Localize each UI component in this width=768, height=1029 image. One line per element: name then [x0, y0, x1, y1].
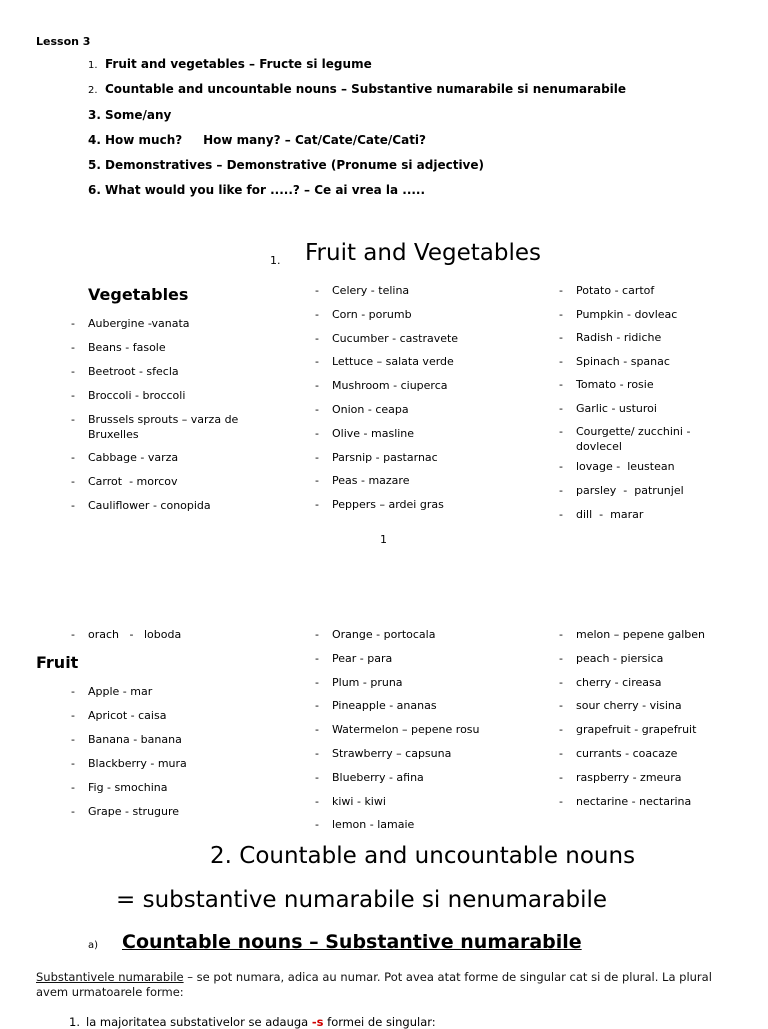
- list-item: - Corn - porumb: [315, 307, 458, 322]
- list-item: - Cauliflower - conopida: [71, 498, 273, 513]
- rule-text-end: formei de singular:: [323, 1015, 436, 1029]
- list-item: - Aubergine -vanata: [71, 316, 273, 331]
- toc-item-text: Countable and uncountable nouns – Substantive numarabile si nenumarabile: [105, 82, 627, 97]
- toc-item-number: 6.: [88, 183, 101, 198]
- list-item: - Pumpkin - dovleac: [559, 307, 706, 322]
- paragraph-term: Substantivele numarabile: [36, 970, 184, 984]
- list-item: - nectarine - nectarina: [559, 794, 705, 809]
- toc-item-number: 1.: [88, 60, 98, 71]
- vegetables-continued: [71, 627, 273, 642]
- list-item: - Garlic - usturoi: [559, 401, 706, 416]
- toc-item: [88, 55, 626, 80]
- toc-item: [88, 131, 626, 156]
- paragraph-text: – se pot numara, adica au numar. Pot avea atat forme de singular cat si de plural. La plural avem urmatoarele forme:: [36, 970, 712, 999]
- list-item: - Cabbage - varza: [71, 450, 273, 465]
- section-2-subtitle: = substantive numarabile si nenumarabile: [116, 887, 608, 913]
- list-item: - Beetroot - sfecla: [71, 364, 273, 379]
- list-item: - Apricot - caisa: [71, 708, 273, 723]
- list-item: - Plum - pruna: [315, 675, 480, 690]
- rule-number: 1.: [69, 1015, 80, 1029]
- toc-item-number: 5.: [88, 158, 101, 173]
- page-number: 1: [380, 533, 387, 546]
- toc-item-number: 3.: [88, 107, 101, 122]
- toc-item-text: Some/any: [105, 107, 172, 122]
- list-item: - Lettuce – salata verde: [315, 354, 458, 369]
- list-item: - peach - piersica: [559, 651, 705, 666]
- list-item: - Beans - fasole: [71, 340, 273, 355]
- vegetables-column-1: [71, 316, 273, 513]
- list-item: - Pear - para: [315, 651, 480, 666]
- toc-item-text: Demonstratives – Demonstrative (Pronume si adjective): [105, 158, 484, 173]
- list-item: - melon – pepene galben: [559, 627, 705, 642]
- list-item: - Courgette/ zucchini - dovlecel: [559, 424, 706, 454]
- list-item: - Strawberry – capsuna: [315, 746, 480, 761]
- list-item: - Grape - strugure: [71, 804, 273, 819]
- list-item: - cherry - cireasa: [559, 675, 705, 690]
- list-item: - lemon - lamaie: [315, 817, 480, 832]
- list-item: - orach - loboda: [71, 627, 273, 642]
- list-item: - grapefruit - grapefruit: [559, 722, 705, 737]
- list-item: - Mushroom - ciuperca: [315, 378, 458, 393]
- list-item: - Fig - smochina: [71, 780, 273, 795]
- toc-item-text: Fruit and vegetables – Fructe si legume: [105, 57, 372, 71]
- list-item: - Celery - telina: [315, 283, 458, 298]
- list-item: - Blackberry - mura: [71, 756, 273, 771]
- section-1-number: 1.: [270, 254, 281, 267]
- list-item: - Peppers – ardei gras: [315, 497, 458, 512]
- toc-item: [88, 106, 626, 131]
- list-item: - parsley - patrunjel: [559, 483, 706, 498]
- list-item: - lovage - leustean: [559, 459, 706, 474]
- vegetables-heading: Vegetables: [88, 285, 189, 304]
- list-item: - Brussels sprouts – varza de Bruxelles: [71, 412, 273, 442]
- section-1-title: Fruit and Vegetables: [305, 240, 541, 266]
- list-item: - Carrot - morcov: [71, 474, 273, 489]
- list-item: - dill - marar: [559, 507, 706, 522]
- list-item: - sour cherry - visina: [559, 698, 705, 713]
- fruit-column-3: [559, 627, 705, 809]
- list-item: - Apple - mar: [71, 684, 273, 699]
- toc-item: [88, 181, 626, 206]
- toc-item: [88, 80, 626, 105]
- list-item: - Cucumber - castravete: [315, 331, 458, 346]
- list-item: - Peas - mazare: [315, 473, 458, 488]
- rule-text-start: la majoritatea substativelor se adauga: [86, 1015, 312, 1029]
- subsection-letter: a): [88, 940, 99, 951]
- list-item: - Blueberry - afina: [315, 770, 480, 785]
- toc-item: [88, 156, 626, 181]
- lesson-title: Lesson 3: [36, 35, 91, 48]
- fruit-heading: Fruit: [36, 653, 79, 672]
- vegetables-column-3: [559, 283, 706, 522]
- list-item: - raspberry - zmeura: [559, 770, 705, 785]
- list-item: - currants - coacaze: [559, 746, 705, 761]
- list-item: - Banana - banana: [71, 732, 273, 747]
- countable-nouns-paragraph: [36, 970, 736, 1000]
- fruit-column-1: [71, 684, 273, 819]
- section-2-title: 2. Countable and uncountable nouns: [210, 843, 636, 869]
- table-of-contents: [88, 55, 626, 207]
- list-item: - Parsnip - pastarnac: [315, 450, 458, 465]
- list-item: - Orange - portocala: [315, 627, 480, 642]
- list-item: - Pineapple - ananas: [315, 698, 480, 713]
- list-item: - Tomato - rosie: [559, 377, 706, 392]
- rule-suffix: -s: [311, 1015, 324, 1029]
- toc-item-number: 4.: [88, 132, 101, 147]
- toc-item-text: What would you like for .....? – Ce ai vrea la .....: [105, 183, 426, 198]
- list-item: - Broccoli - broccoli: [71, 388, 273, 403]
- list-item: - Olive - masline: [315, 426, 458, 441]
- vegetables-column-2: [315, 283, 458, 512]
- list-item: - Watermelon – pepene rosu: [315, 722, 480, 737]
- subsection-heading: Countable nouns – Substantive numarabile: [122, 931, 582, 953]
- list-item: - Onion - ceapa: [315, 402, 458, 417]
- list-item: - Radish - ridiche: [559, 330, 706, 345]
- list-item: - Spinach - spanac: [559, 354, 706, 369]
- fruit-column-2: [315, 627, 480, 832]
- list-item: - Potato - cartof: [559, 283, 706, 298]
- list-item: - kiwi - kiwi: [315, 794, 480, 809]
- toc-item-text: How much? How many? – Cat/Cate/Cate/Cati?: [105, 132, 426, 147]
- plural-rule-1: [36, 1015, 436, 1029]
- toc-item-number: 2.: [88, 85, 98, 97]
